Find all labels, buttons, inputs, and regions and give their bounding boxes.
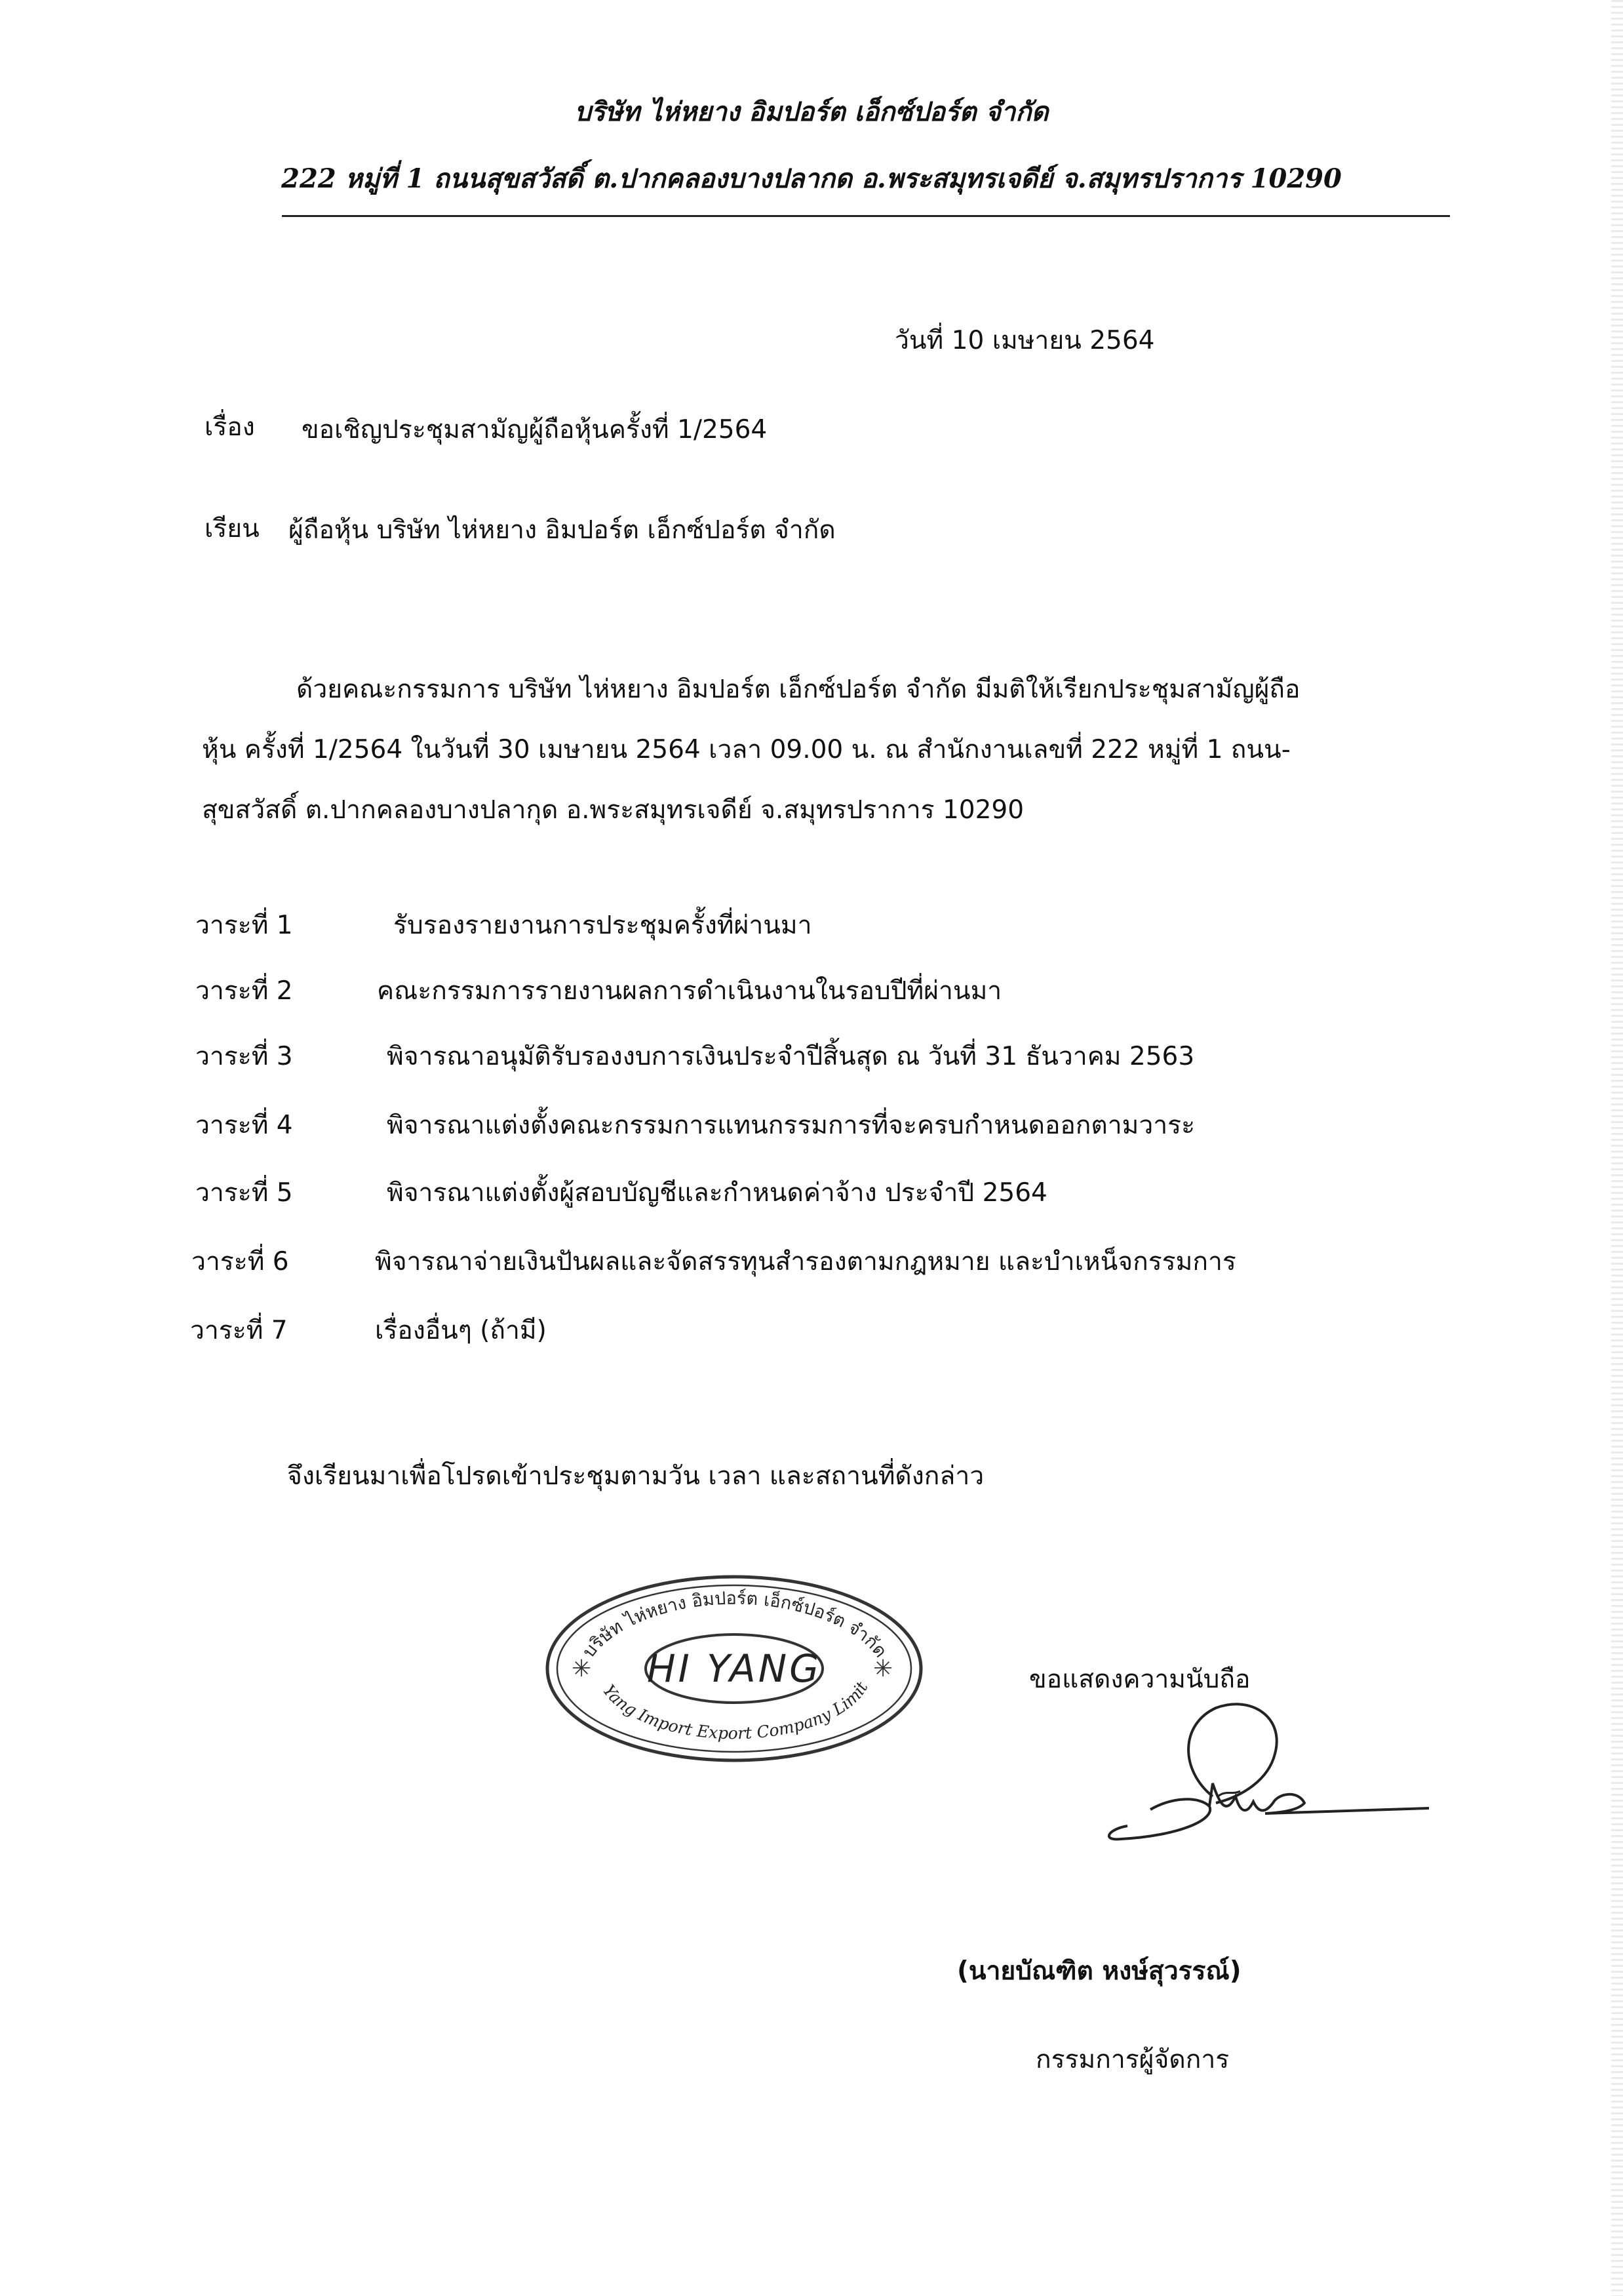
agenda-item <box>0 1172 1623 1212</box>
agenda-number: วาระที่ 7 <box>190 1316 288 1345</box>
scan-edge <box>1611 0 1623 2296</box>
agenda-item <box>0 1105 1623 1144</box>
agenda-item <box>0 970 1623 1010</box>
agenda-text: เรื่องอื่นๆ (ถ้ามี) <box>375 1316 547 1345</box>
body-line-1: ด้วยคณะกรรมการ บริษัท ไห่หยาง อิมปอร์ต เอ็กซ์ปอร์ต จำกัด มีมติให้เรียกประชุมสามัญผู้ถือ <box>296 675 1300 704</box>
agenda-number: วาระที่ 3 <box>195 1042 293 1071</box>
svg-text:✳: ✳ <box>572 1655 592 1682</box>
subject-text: ขอเชิญประชุมสามัญผู้ถือหุ้นครั้งที่ 1/2564 <box>302 415 768 445</box>
agenda-number: วาระที่ 2 <box>195 976 293 1006</box>
agenda-text: พิจารณาแต่งตั้งคณะกรรมการแทนกรรมการที่จะครบกำหนดออกตามวาระ <box>387 1111 1196 1140</box>
agenda-text: พิจารณาจ่ายเงินปันผลและจัดสรรทุนสำรองตามกฎหมาย และบำเหน็จกรรมการ <box>375 1247 1236 1277</box>
letter-date: วันที่ 10 เมษายน 2564 <box>895 326 1155 355</box>
agenda-item <box>0 1310 1623 1349</box>
company-name: บริษัท ไห่หยาง อิมปอร์ต เอ็กซ์ปอร์ต จำกัด <box>574 96 1049 127</box>
svg-text:✳: ✳ <box>873 1655 893 1682</box>
closing-text: จึงเรียนมาเพื่อโปรดเข้าประชุมตามวัน เวลา และสถานที่ดังกล่าว <box>287 1461 985 1491</box>
signer-name: (นายบัณฑิต หงษ์สุวรรณ์) <box>957 1956 1242 1986</box>
body-line-3: สุขสวัสดิ์ ต.ปากคลองบางปลากุด อ.พระสมุทรเจดีย์ จ.สมุทรปราการ 10290 <box>202 795 1025 825</box>
agenda-text: พิจารณาอนุมัติรับรองงบการเงินประจำปีสิ้นสุด ณ วันที่ 31 ธันวาคม 2563 <box>387 1042 1195 1071</box>
stamp-text-top: บริษัท ไห่หยาง อิมปอร์ต เอ็กซ์ปอร์ต จำกัด <box>578 1588 891 1662</box>
company-stamp <box>538 1564 931 1770</box>
to-text: ผู้ถือหุ้น บริษัท ไห่หยาง อิมปอร์ต เอ็กซ์ปอร์ต จำกัด <box>288 515 836 545</box>
agenda-item <box>0 1036 1623 1075</box>
to-label: เรียน <box>205 514 260 544</box>
agenda-item <box>0 1241 1623 1280</box>
regards-text: ขอแสดงความนับถือ <box>1029 1665 1251 1694</box>
company-address: 222 หมู่ที่ 1 ถนนสุขสวัสดิ์ ต.ปากคลองบางปลากด อ.พระสมุทรเจดีย์ จ.สมุทรปราการ 10290 <box>281 163 1342 194</box>
header-divider <box>282 215 1450 217</box>
agenda-number: วาระที่ 6 <box>191 1247 289 1277</box>
signature <box>1101 1698 1442 1855</box>
stamp-seal-icon <box>538 1564 931 1770</box>
agenda-text: รับรองรายงานการประชุมครั้งที่ผ่านมา <box>393 911 812 940</box>
signer-title: กรรมการผู้จัดการ <box>1036 2045 1230 2074</box>
agenda-item <box>0 905 1623 944</box>
stamp-text-center: HI YANG <box>646 1646 822 1691</box>
signature-icon <box>1101 1698 1442 1855</box>
agenda-text: คณะกรรมการรายงานผลการดำเนินงานในรอบปีที่ผ่านมา <box>377 976 1002 1006</box>
agenda-number: วาระที่ 4 <box>195 1111 293 1140</box>
stamp-text-bottom: Yang Import Export Company Limit <box>598 1678 872 1743</box>
agenda-text: พิจารณาแต่งตั้งผู้สอบบัญชีและกำหนดค่าจ้าง ประจำปี 2564 <box>387 1178 1047 1208</box>
body-line-2: หุ้น ครั้งที่ 1/2564 ในวันที่ 30 เมษายน 2564 เวลา 09.00 น. ณ สำนักงานเลขที่ 222 หมู่ที่ 1 ถนน- <box>202 735 1291 764</box>
agenda-number: วาระที่ 1 <box>195 911 293 940</box>
agenda-number: วาระที่ 5 <box>195 1178 293 1208</box>
subject-label: เรื่อง <box>205 412 255 442</box>
